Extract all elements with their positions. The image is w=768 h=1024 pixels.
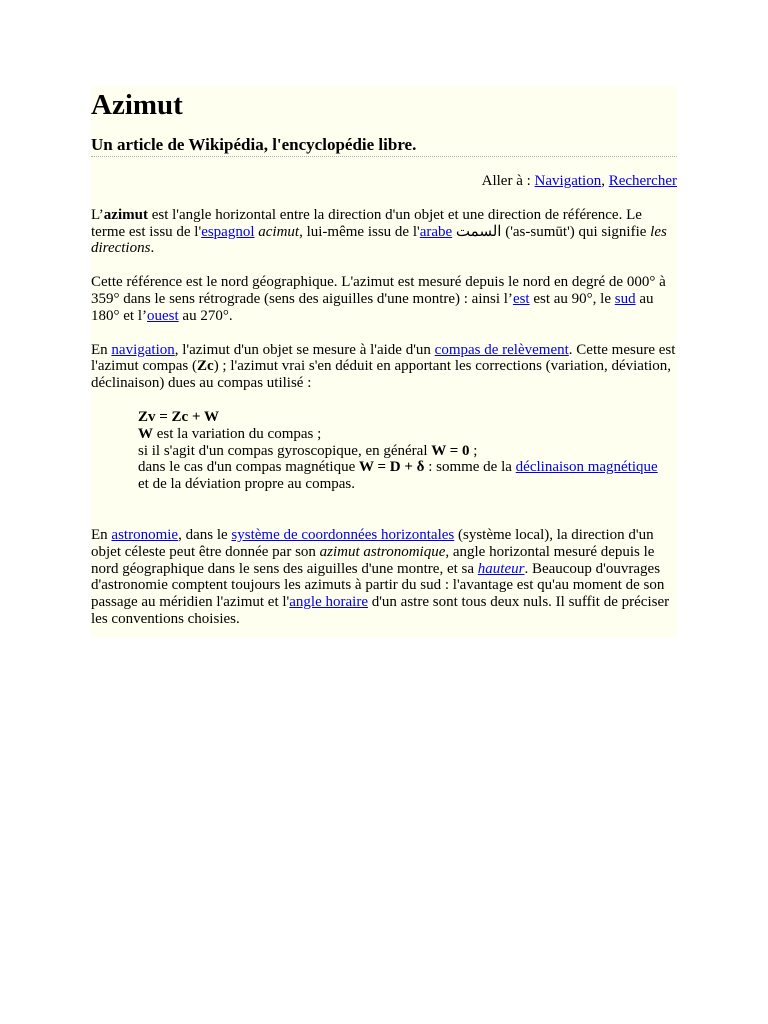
text-span: L’	[91, 206, 104, 223]
text-span: au 270°.	[178, 307, 233, 324]
text-span: .	[150, 240, 155, 257]
paragraph-intro	[91, 207, 677, 257]
paragraph-navigation	[91, 342, 677, 392]
bold-term: W = D + δ	[358, 459, 425, 476]
formula-line	[138, 459, 677, 476]
article-content	[91, 86, 677, 638]
bold-term: Zc	[197, 358, 214, 375]
text-span: est l'angle horizontal entre la direction d'un objet et une direction de référence. Le terme est issu de l'	[91, 206, 642, 240]
arabe-link[interactable]: arabe	[419, 223, 453, 240]
formula-line: et de la déviation propre au compas.	[138, 476, 356, 493]
bold-term: W = 0	[431, 442, 470, 459]
search-link[interactable]: Rechercher	[608, 173, 677, 189]
astronomie-link[interactable]: astronomie	[111, 526, 179, 543]
italic-term: les directions	[91, 223, 667, 257]
page-title: Azimut	[91, 89, 183, 121]
navigation-article-link[interactable]: navigation	[111, 341, 175, 358]
formula-line	[138, 443, 677, 460]
text-span: : somme de la	[424, 459, 516, 476]
text-span: Cette référence est le nord géographique. L'azimut est mesuré depuis le nord en degré de 000° à 359° dans le sens rétrograde (sens des aiguilles d'une montre) : ainsi l’	[91, 274, 666, 307]
text-span: En	[91, 341, 112, 358]
hauteur-link[interactable]: hauteur	[477, 560, 525, 577]
espagnol-link[interactable]: espagnol	[201, 223, 255, 240]
bold-term: azimut	[103, 206, 148, 223]
jump-prefix: Aller à :	[481, 173, 535, 189]
jump-links	[91, 173, 677, 190]
formula-line	[138, 426, 677, 443]
navigation-link[interactable]: Navigation	[534, 173, 602, 189]
text-span: dans le cas d'un compas magnétique	[138, 459, 359, 476]
sud-link[interactable]: sud	[614, 290, 636, 307]
article-subtitle: Un article de Wikipédia, l'encyclopédie libre.	[91, 135, 677, 157]
est-link[interactable]: est	[512, 290, 530, 307]
text-span: En	[91, 526, 112, 543]
text-span: si il s'agit d'un compas gyroscopique, en général	[138, 442, 432, 459]
text-span: . Beaucoup d'ouvrages d'astronomie comptent toujours les azimuts à partir du sud : l'avantage est qu'au moment de son passage au méridien l'azimut et l'	[91, 560, 665, 611]
paragraph-reference	[91, 274, 677, 324]
bold-term: W	[138, 425, 153, 442]
formula-line	[138, 409, 677, 426]
text-span: ) ; l'azimut vrai s'en déduit en apportant les corrections (variation, déviation, déclinaison) dues au compas utilisé :	[91, 358, 672, 392]
text-span: est la variation du compas ;	[153, 425, 322, 442]
text-span: . Cette mesure est l'azimut compas (	[91, 341, 676, 375]
text-span: d'un astre sont tous deux nuls. Il suffit de préciser les conventions choisies.	[91, 594, 670, 627]
text-span: السمت ('as-sumūt') qui signifie	[452, 223, 651, 240]
formula-equation: Zv = Zc + W	[138, 408, 219, 425]
formula-block	[138, 409, 677, 493]
compas-releveement-link[interactable]: compas de relèvement	[434, 341, 569, 358]
ouest-link[interactable]: ouest	[147, 307, 179, 324]
text-span: est au 90°, le	[529, 290, 615, 307]
text-span: , dans le	[178, 526, 232, 543]
angle-horaire-link[interactable]: angle horaire	[289, 594, 368, 611]
jump-separator: ,	[601, 173, 609, 189]
italic-term: azimut astronomique	[319, 543, 446, 560]
declinaison-magnetique-link[interactable]: déclinaison magnétique	[515, 459, 658, 476]
text-span: ;	[469, 442, 478, 459]
paragraph-astronomy	[91, 527, 677, 628]
text-span: , angle horizontal mesuré depuis le nord géographique dans le sens des aiguilles d'une montre, et sa	[91, 543, 655, 577]
italic-term: acimut	[258, 223, 300, 240]
coordonnees-horizontales-link[interactable]: système de coordonnées horizontales	[231, 526, 455, 543]
text-span: au 180° et l’	[91, 290, 654, 324]
text-span: , lui-même issu de l'	[299, 223, 420, 240]
text-span: (système local), la direction d'un objet céleste peut être donnée par son	[91, 526, 654, 560]
text-span: , l'azimut d'un objet se mesure à l'aide d'un	[174, 341, 435, 358]
